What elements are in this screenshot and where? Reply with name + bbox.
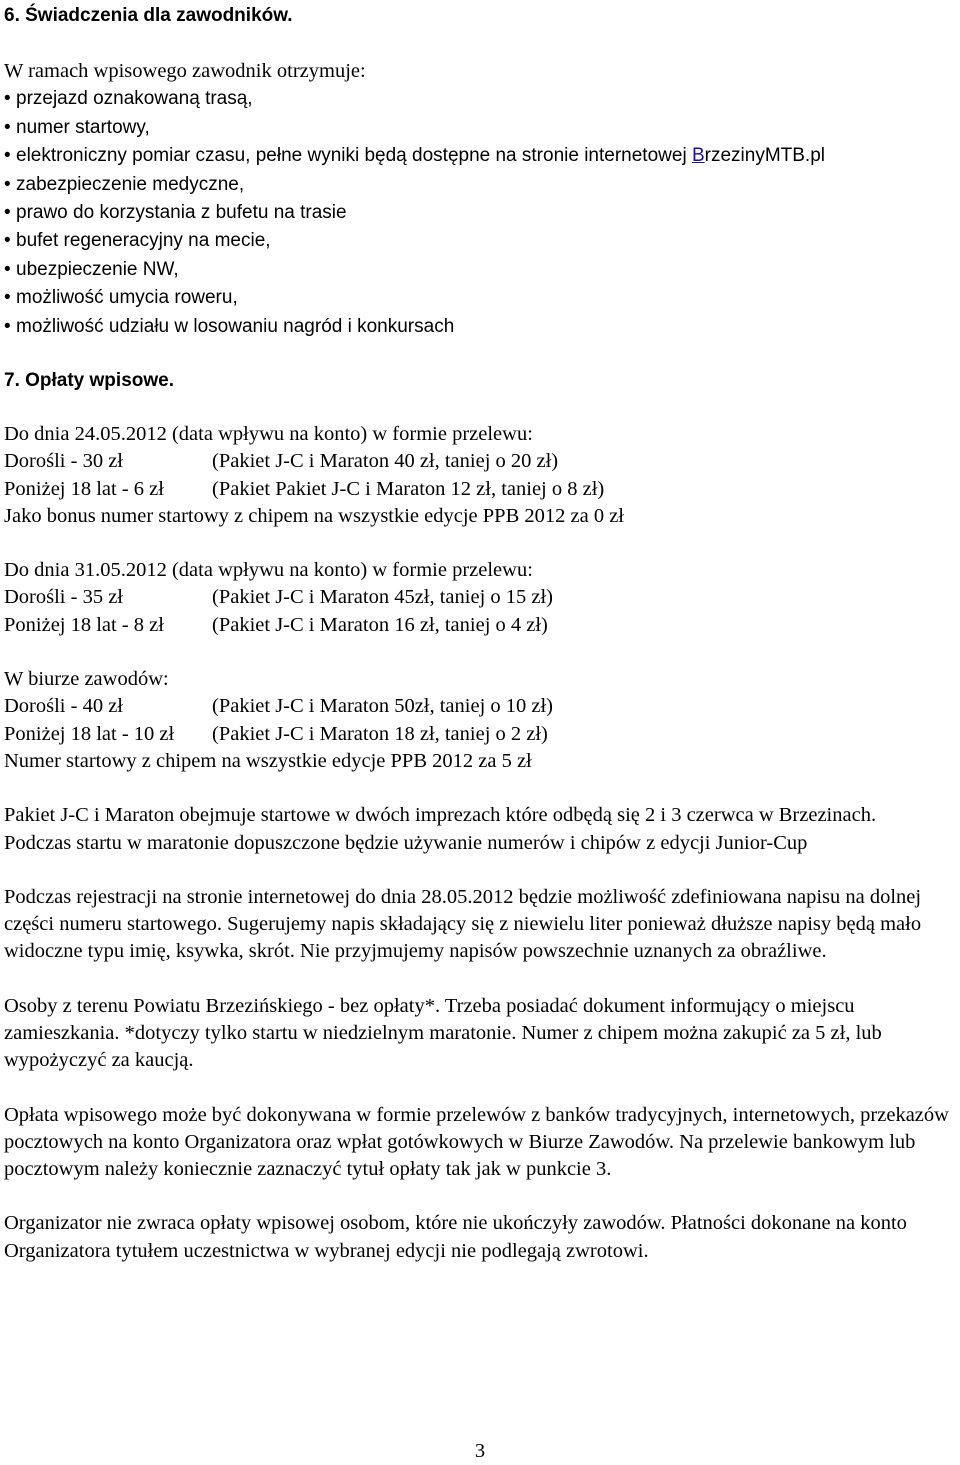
website-link[interactable]: BrzezinyMTB.pl (691, 145, 825, 167)
list-item: • prawo do korzystania z bufetu na trasie (4, 199, 956, 227)
bullet-icon: • (4, 88, 11, 110)
paragraph: Opłata wpisowego może być dokonywana w formie przelewów z banków tradycyjnych, internetowych, przekazów pocztowych na konto Organizatora oraz wpłat gotówkowych w Biurze Zawodów. Na przelewie bankowym lub pocztowym należy koniecznie zaznaczyć tytuł opłaty tak jak w punkcie 3. (4, 1103, 949, 1181)
fee-row: Poniżej 18 lat - 8 zł (Pakiet J-C i Maraton 16 zł, taniej o 4 zł) (4, 613, 548, 636)
fee-bonus: Numer startowy z chipem na wszystkie edycje PPB 2012 za 5 zł (4, 749, 532, 772)
list-item: • ubezpieczenie NW, (4, 256, 956, 284)
section-6-heading: 6. Świadczenia dla zawodników. (4, 5, 293, 26)
fee-row: Dorośli - 40 zł (Pakiet J-C i Maraton 50zł, taniej o 10 zł) (4, 695, 554, 718)
list-item: • zabezpieczenie medyczne, (4, 171, 956, 199)
bullet-icon: • (4, 173, 11, 195)
bullet-icon: • (4, 116, 11, 138)
fee-block-title: Do dnia 24.05.2012 (data wpływu na konto) w formie przelewu: (4, 422, 533, 445)
list-item: • numer startowy, (4, 114, 956, 142)
paragraph: Podczas rejestracji na stronie internetowej do dnia 28.05.2012 będzie możliwość zdefiniowana napisu na dolnej części numeru startowego. Sugerujemy napis składający się z niewielu liter ponieważ dłuższe napisy będą mało widoczne typu imię, ksywka, skrót. Nie przyjmujemy napisów powszechnie uznanych za obraźliwe. (4, 885, 922, 963)
document-page (4, 0, 956, 1265)
section-6-intro: W ramach wpisowego zawodnik otrzymuje: (4, 60, 366, 82)
bullet-icon: • (4, 258, 11, 280)
fee-block-title: Do dnia 31.05.2012 (data wpływu na konto) w formie przelewu: (4, 559, 533, 582)
list-item: • możliwość udziału w losowaniu nagród i konkursach (4, 313, 956, 341)
page-number: 3 (474, 1440, 486, 1462)
bullet-icon: • (4, 287, 11, 309)
list-item: • elektroniczny pomiar czasu, pełne wyniki będą dostępne na stronie internetowej BrzezinyMTB.pl (4, 142, 956, 170)
fee-bonus: Jako bonus numer startowy z chipem na wszystkie edycje PPB 2012 za 0 zł (4, 504, 624, 527)
bullet-icon: • (4, 201, 11, 223)
fee-row: Poniżej 18 lat - 10 zł (Pakiet J-C i Maraton 18 zł, taniej o 2 zł) (4, 722, 548, 745)
paragraph: Organizator nie zwraca opłaty wpisowej osobom, które nie ukończyły zawodów. Płatności dokonane na konto Organizatora tytułem uczestnictwa w wybranej edycji nie podlegają zwrotowi. (4, 1212, 907, 1262)
bullet-icon: • (4, 230, 11, 252)
benefits-list (4, 85, 956, 341)
list-item: • bufet regeneracyjny na mecie, (4, 227, 956, 255)
list-item: • możliwość umycia roweru, (4, 284, 956, 312)
fee-row: Dorośli - 35 zł (Pakiet J-C i Maraton 45zł, taniej o 15 zł) (4, 586, 554, 609)
paragraph: Podczas startu w maratonie dopuszczone będzie używanie numerów i chipów z edycji Junior-Cup (4, 831, 808, 854)
section-7-heading: 7. Opłaty wpisowe. (4, 369, 174, 391)
fee-block-title: W biurze zawodów: (4, 668, 169, 691)
bullet-icon: • (4, 145, 11, 167)
list-item: • przejazd oznakowaną trasą, (4, 85, 956, 113)
paragraph: Pakiet J-C i Maraton obejmuje startowe w dwóch imprezach które odbędą się 2 i 3 czerwca w Brzezinach. (4, 804, 877, 827)
fee-row: Dorośli - 30 zł (Pakiet J-C i Maraton 40 zł, taniej o 20 zł) (4, 450, 559, 473)
paragraph: Osoby z terenu Powiatu Brzezińskiego - bez opłaty*. Trzeba posiadać dokument informujący o miejscu zamieszkania. *dotyczy tylko startu w niedzielnym maratonie. Numer z chipem można zakupić za 5 zł, lub wypożyczyć za kaucją. (4, 994, 882, 1072)
fee-row: Poniżej 18 lat - 6 zł (Pakiet Pakiet J-C i Maraton 12 zł, taniej o 8 zł) (4, 477, 605, 500)
bullet-icon: • (4, 315, 11, 337)
